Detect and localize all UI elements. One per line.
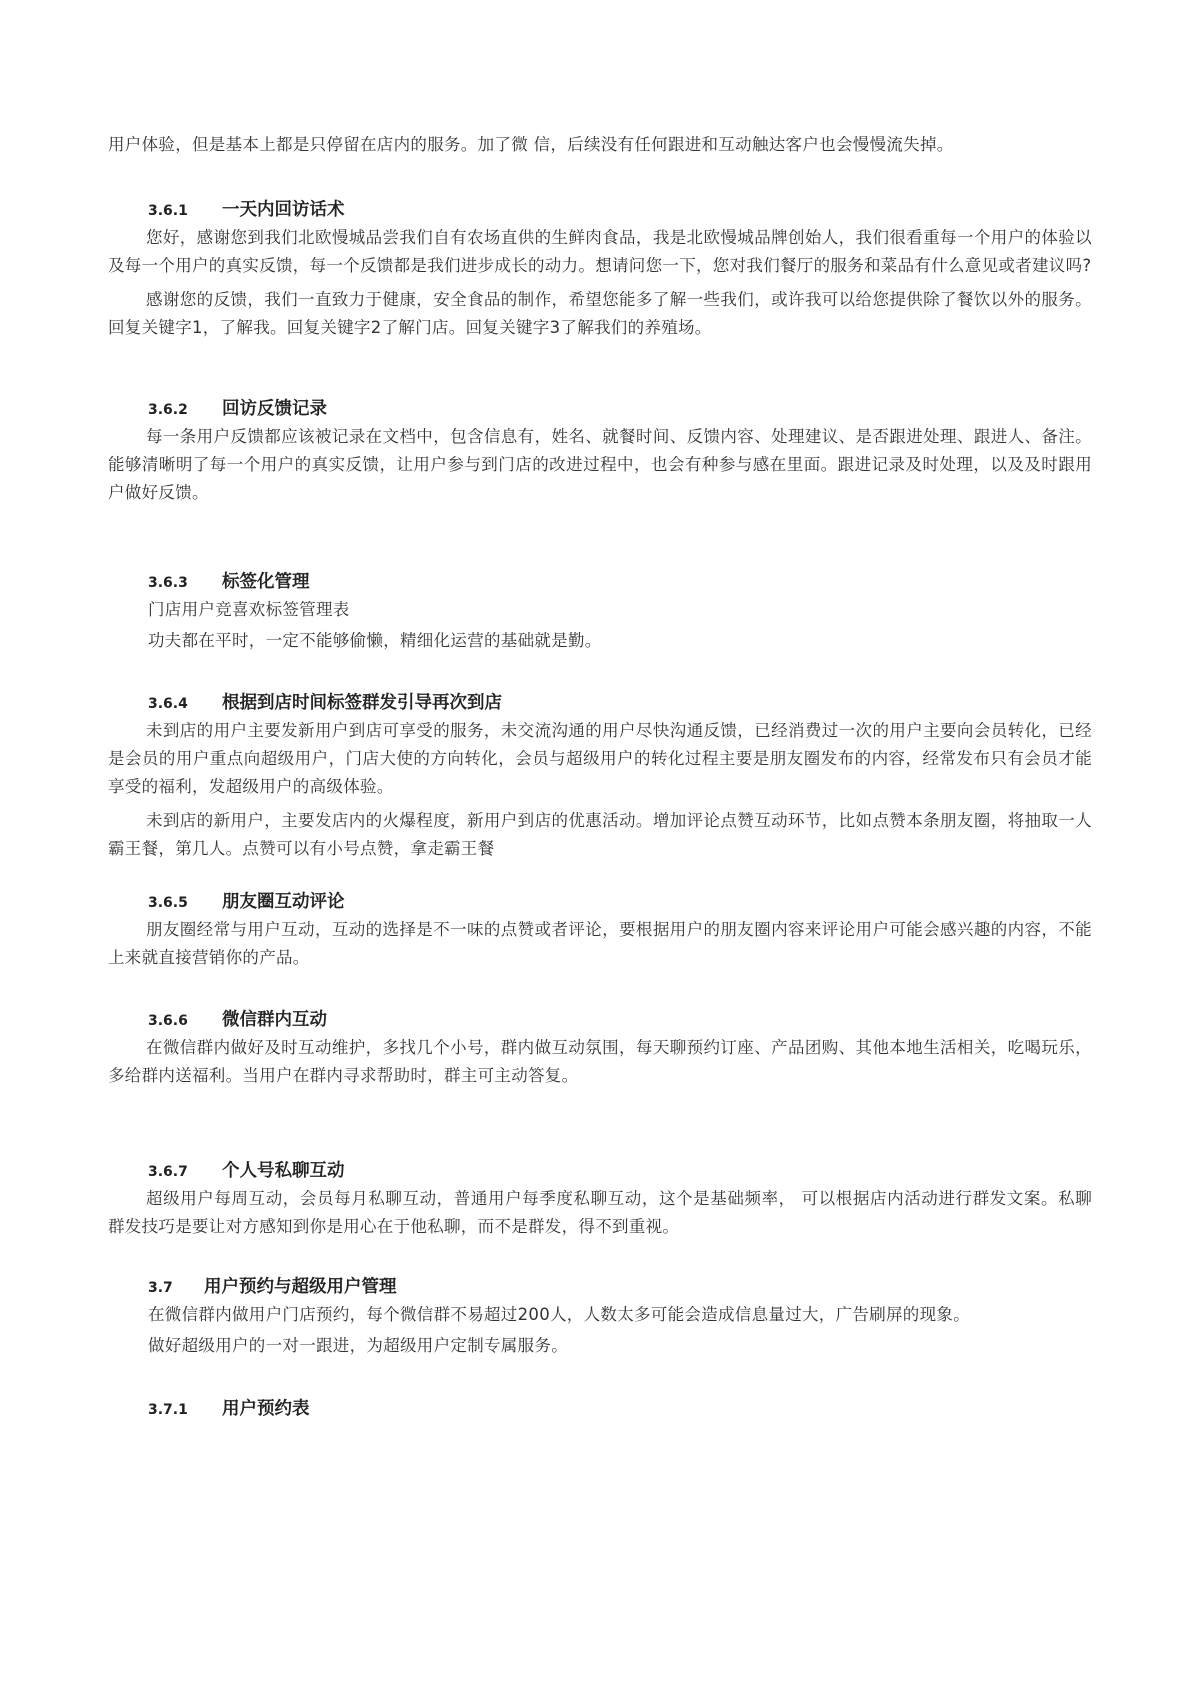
paragraph: 每一条用户反馈都应该被记录在文档中，包含信息有，姓名、就餐时间、反馈内容、处理建议、是否跟进处理、跟进人、备注。能够清晰明了每一个用户的真实反馈，让用户参与到门店的改进过程中，也会有种参与感在里面。跟进记录及时处理，以及及时跟用户做好反馈。 (108, 427, 1092, 502)
paragraph: 感谢您的反馈，我们一直致力于健康，安全食品的制作，希望您能多了解一些我们，或许我可以给您提供除了餐饮以外的服务。回复关键字1，了解我。回复关键字2了解门店。回复关键字3了解我们的养殖场。 (108, 290, 1092, 337)
paragraph: 未到店的用户主要发新用户到店可享受的服务，未交流沟通的用户尽快沟通反馈，已经消费过一次的用户主要向会员转化，已经是会员的用户重点向超级用户，门店大使的方向转化，会员与超级用户的转化过程主要是朋友圈发布的内容，经常发布只有会员才能享受的福利，发超级用户的高级体验。 (108, 721, 1092, 796)
paragraph: 功夫都在平时，一定不能够偷懒，精细化运营的基础就是勤。 (148, 631, 602, 650)
heading-3-7-1 (148, 1395, 310, 1420)
section-3-6-1-body (108, 224, 1092, 342)
heading-3-6-7 (148, 1157, 345, 1182)
heading-title: 用户预约表 (222, 1399, 310, 1419)
paragraph: 朋友圈经常与用户互动，互动的选择是不一味的点赞或者评论，要根据用户的朋友圈内容来评论用户可能会感兴趣的内容，不能上来就直接营销你的产品。 (108, 920, 1092, 967)
heading-number: 3.6.6 (148, 1013, 188, 1029)
section-3-6-4-body (108, 717, 1092, 863)
heading-title: 根据到店时间标签群发引导再次到店 (222, 693, 502, 713)
heading-title: 朋友圈互动评论 (222, 892, 345, 912)
heading-3-6-3 (148, 568, 310, 593)
paragraph: 超级用户每周互动，会员每月私聊互动，普通用户每季度私聊互动，这个是基础频率， 可以根据店内活动进行群发文案。私聊群发技巧是要让对方感知到你是用心在于他私聊，而不是群发，得不到重视。 (108, 1189, 1092, 1236)
section-3-6-7-body (108, 1185, 1092, 1241)
heading-number: 3.6.2 (148, 402, 188, 418)
paragraph: 在微信群内做用户门店预约，每个微信群不易超过200人，人数太多可能会造成信息量过大，广告刷屏的现象。 (148, 1305, 970, 1324)
heading-3-6-1 (148, 196, 345, 221)
heading-3-7 (148, 1273, 397, 1298)
heading-number: 3.6.3 (148, 575, 188, 591)
paragraph: 您好，感谢您到我们北欧慢城品尝我们自有农场直供的生鲜肉食品，我是北欧慢城品牌创始人，我们很看重每一个用户的体验以及每一个用户的真实反馈，每一个反馈都是我们进步成长的动力。想请问您一下，您对我们餐厅的服务和菜品有什么意见或者建议吗? (108, 228, 1092, 275)
paragraph: 未到店的新用户，主要发店内的火爆程度，新用户到店的优惠活动。增加评论点赞互动环节，比如点赞本条朋友圈，将抽取一人霸王餐，第几人。点赞可以有小号点赞，拿走霸王餐 (108, 811, 1092, 858)
heading-title: 微信群内互动 (222, 1010, 327, 1030)
paragraph: 做好超级用户的一对一跟进，为超级用户定制专属服务。 (148, 1336, 568, 1355)
heading-3-6-4 (148, 689, 502, 714)
section-3-6-5-body (108, 916, 1092, 972)
section-3-6-6-body (108, 1034, 1092, 1090)
heading-number: 3.7 (148, 1280, 173, 1296)
heading-title: 回访反馈记录 (222, 399, 327, 419)
heading-number: 3.6.1 (148, 203, 188, 219)
intro-text: 用户体验，但是基本上都是只停留在店内的服务。加了微 信，后续没有任何跟进和互动触达客户也会慢慢流失掉。 (108, 135, 954, 154)
intro-paragraph (108, 131, 1092, 159)
section-3-6-2-body (108, 423, 1092, 507)
tag-table-caption: 门店用户竞喜欢标签管理表 (148, 600, 350, 619)
heading-number: 3.6.5 (148, 895, 188, 911)
heading-3-6-6 (148, 1006, 327, 1031)
heading-3-6-2 (148, 395, 327, 420)
heading-number: 3.6.7 (148, 1164, 188, 1180)
heading-title: 一天内回访话术 (222, 200, 345, 220)
heading-title: 用户预约与超级用户管理 (204, 1277, 397, 1297)
paragraph: 在微信群内做好及时互动维护，多找几个小号，群内做互动氛围，每天聊预约订座、产品团购、其他本地生活相关，吃喝玩乐，多给群内送福利。当用户在群内寻求帮助时，群主可主动答复。 (108, 1038, 1092, 1085)
heading-title: 标签化管理 (222, 572, 310, 592)
heading-number: 3.6.4 (148, 696, 188, 712)
heading-3-6-5 (148, 888, 345, 913)
heading-title: 个人号私聊互动 (222, 1161, 345, 1181)
heading-number: 3.7.1 (148, 1402, 188, 1418)
